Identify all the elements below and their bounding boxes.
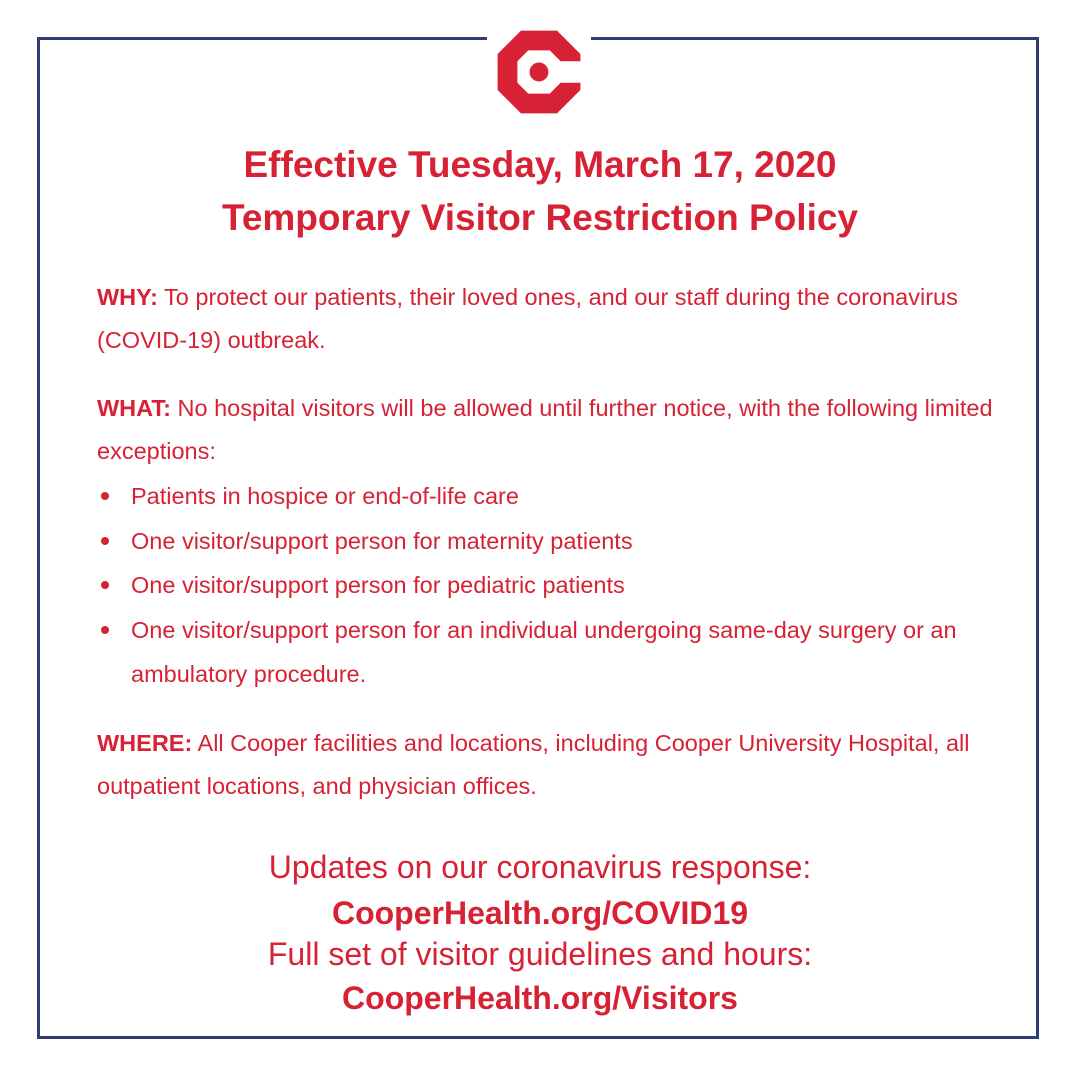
why-paragraph bbox=[97, 276, 997, 362]
updates-label: Updates on our coronavirus response: bbox=[268, 849, 812, 885]
list-item: One visitor/support person for an individual undergoing same-day surgery or an ambulatory procedure. bbox=[97, 608, 997, 697]
list-item: One visitor/support person for maternity patients bbox=[97, 519, 997, 564]
what-text: No hospital visitors will be allowed until further notice, with the following limited exceptions: bbox=[97, 395, 993, 464]
covid19-link[interactable]: CooperHealth.org/COVID19 bbox=[331, 895, 749, 931]
cooper-c-logo-icon bbox=[494, 27, 584, 117]
title-effective-date: Effective Tuesday, March 17, 2020 bbox=[243, 144, 837, 185]
list-item: One visitor/support person for pediatric patients bbox=[97, 563, 997, 608]
where-label: WHERE: bbox=[97, 730, 193, 756]
visitors-link[interactable]: CooperHealth.org/Visitors bbox=[342, 980, 738, 1016]
where-text: All Cooper facilities and locations, including Cooper University Hospital, all outpatient locations, and physician offices. bbox=[97, 730, 970, 799]
visitor-guidelines-label: Full set of visitor guidelines and hours: bbox=[267, 936, 813, 972]
why-label: WHY: bbox=[97, 284, 158, 310]
exceptions-list bbox=[97, 474, 997, 697]
why-text: To protect our patients, their loved ones, and our staff during the coronavirus (COVID-19) outbreak. bbox=[97, 284, 958, 353]
title-policy-name: Temporary Visitor Restriction Policy bbox=[221, 197, 859, 238]
what-label: WHAT: bbox=[97, 395, 171, 421]
where-paragraph bbox=[97, 722, 997, 808]
what-paragraph bbox=[97, 387, 997, 473]
list-item: Patients in hospice or end-of-life care bbox=[97, 474, 997, 519]
